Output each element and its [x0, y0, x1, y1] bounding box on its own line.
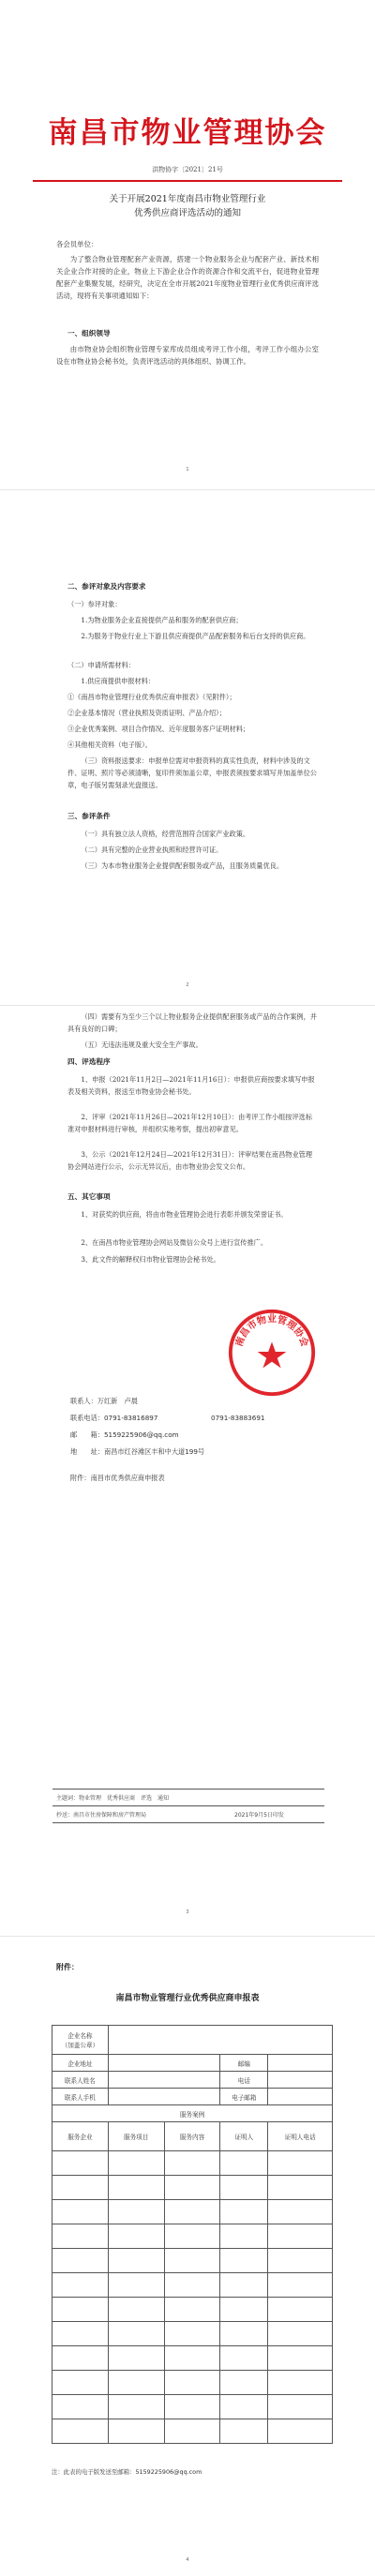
- cell[interactable]: [52, 2346, 109, 2371]
- cell[interactable]: [52, 2322, 109, 2346]
- field-contact[interactable]: [108, 2072, 220, 2089]
- cell[interactable]: [52, 2200, 109, 2224]
- cell[interactable]: [52, 2176, 109, 2200]
- other-3: 3、此文件的解释权归市物业管理协会秘书处。: [81, 1255, 220, 1264]
- condition-4: （四）需要有为至少三个以上物业服务企业提供配套服务或产品的合作案例，并具有良好的口碑；: [68, 1012, 317, 1033]
- cell[interactable]: [268, 2273, 333, 2298]
- label-address: 企业地址: [52, 2055, 109, 2072]
- procedure-2: 2、评审（2021年11月26日—2021年12月10日）：由考评工作小组按评选标准对申报材料进行审核，并组织实地考察，提出初审意见。: [68, 1113, 313, 1133]
- sub-1-item-2: 2.为服务于物业行业上下游且供应商提供产品配套服务和后台支持的供应商。: [81, 632, 310, 640]
- material-1: ①《南昌市物业管理行业优秀供应商申报表》（见附件）；: [68, 693, 236, 701]
- cell[interactable]: [220, 2200, 268, 2224]
- cell[interactable]: [268, 2322, 333, 2346]
- notice-title: [0, 192, 375, 220]
- page-number-2: 2: [186, 982, 189, 988]
- footer-rule: [52, 1822, 324, 1823]
- cell[interactable]: [220, 2249, 268, 2273]
- cell[interactable]: [268, 2176, 333, 2200]
- section-1-body: 由市物业协会组织物业管理专家库成员组成考评工作小组，考评工作小组办公室设在市物业协会秘书处，负责评选活动的具体组织、协调工作。: [56, 345, 319, 366]
- intro-paragraph: 为了整合物业管理配套产业资源，搭建一个物业服务企业与配套产业、新技术相关企业合作对接的企业，物业上下游企业合作的资源合作和交流平台，促进物业管理配套产业集聚发展，经研究，决定在全市开展2021年度物业管理行业优秀供应商评选活动，现将有关事项通知如下：: [56, 255, 319, 300]
- col-header-witness: 证明人: [220, 2122, 268, 2151]
- field-mobile[interactable]: [108, 2089, 220, 2105]
- cell[interactable]: [108, 2249, 164, 2273]
- cell[interactable]: [164, 2346, 220, 2371]
- label-email: 电子邮箱: [220, 2089, 268, 2105]
- cell[interactable]: [220, 2224, 268, 2249]
- footer-rule: [52, 1789, 324, 1790]
- sub-2-item-1: 1.供应商提供申报材料：: [81, 677, 156, 685]
- cell[interactable]: [268, 2151, 333, 2176]
- attachment-label: 附件：: [56, 1962, 79, 1971]
- cell[interactable]: [164, 2200, 220, 2224]
- notice-title-line-2: 优秀供应商评选活动的通知: [133, 208, 241, 218]
- table-row: [52, 2419, 333, 2444]
- table-row: [52, 2151, 333, 2176]
- cell[interactable]: [108, 2176, 164, 2200]
- sub-1: （一）参评对象：: [68, 600, 122, 608]
- cell[interactable]: [164, 2224, 220, 2249]
- contact-email: 邮 箱：5159225906@qq.com: [70, 1430, 179, 1439]
- form-note: 注：此表的电子版发送至邮箱：5159225906@qq.com: [52, 2468, 202, 2476]
- cell[interactable]: [108, 2298, 164, 2322]
- table-header-row: [52, 2122, 333, 2151]
- table-row: [52, 2346, 333, 2371]
- cell[interactable]: [52, 2395, 109, 2419]
- page-separator: [0, 489, 375, 490]
- contact-phone: 联系电话：0791-83816897: [70, 1414, 158, 1422]
- cell[interactable]: [52, 2224, 109, 2249]
- col-header-project: 服务项目: [108, 2122, 164, 2151]
- cell[interactable]: [220, 2371, 268, 2395]
- cell[interactable]: [108, 2371, 164, 2395]
- seal-text: 南昌市物业管理协会: [233, 1314, 310, 1348]
- cell[interactable]: [268, 2419, 333, 2444]
- cell[interactable]: [220, 2298, 268, 2322]
- procedure-1: 1、申报（2021年11月2日—2021年11月16日）：申报供应商按要求填写申报表及相关资料，报送至市物业协会秘书处。: [68, 1075, 315, 1096]
- cell[interactable]: [164, 2322, 220, 2346]
- page-1: [0, 0, 375, 487]
- cell[interactable]: [220, 2273, 268, 2298]
- page-2: [0, 492, 375, 1003]
- table-row: [52, 2371, 333, 2395]
- other-2: 2、在南昌市物业管理协会网站及微信公众号上进行宣传推广。: [81, 1238, 268, 1247]
- contact-person: 联系人：万红新 卢晨: [70, 1397, 138, 1405]
- footer-date: 2021年9月5日印发: [234, 1812, 284, 1819]
- footer-rule: [52, 1805, 324, 1806]
- table-row: [52, 2026, 333, 2055]
- cell[interactable]: [52, 2273, 109, 2298]
- table-row: [52, 2055, 333, 2072]
- field-email[interactable]: [268, 2089, 333, 2105]
- field-address[interactable]: [108, 2055, 220, 2072]
- notice-title-line-1: 关于开展2021年度南昌市物业管理行业: [109, 194, 266, 204]
- cell[interactable]: [108, 2273, 164, 2298]
- field-company[interactable]: [108, 2026, 332, 2055]
- application-form-table: [52, 2025, 333, 2444]
- procedure-3: 3、公示（2021年12月24日—2021年12月31日）：评审结果在南昌物业管理协会网站进行公示，公示无异议后，由市物业协会发文公布。: [68, 1150, 313, 1171]
- footer-topic: 主题词：物业管理 优秀供应商 评选 通知: [56, 1795, 170, 1802]
- section-1-heading: 一、组织领导: [68, 329, 111, 337]
- table-row: [52, 2224, 333, 2249]
- section-4-heading: 四、评选程序: [68, 1057, 111, 1066]
- section-3-heading: 三、参评条件: [68, 812, 111, 820]
- contact-address: 地 址：南昌市红谷滩区丰和中大道199号: [70, 1447, 205, 1456]
- cell[interactable]: [164, 2419, 220, 2444]
- condition-3: （三）为本市物业服务企业提供配套服务或产品，且服务质量优良。: [81, 861, 284, 870]
- cell[interactable]: [164, 2395, 220, 2419]
- table-row: [52, 2322, 333, 2346]
- condition-5: （五）无违法违规及重大安全生产事故。: [81, 1041, 202, 1049]
- field-postcode[interactable]: [268, 2055, 333, 2072]
- salutation: 各会员单位：: [56, 240, 98, 248]
- red-divider: [33, 180, 342, 182]
- cell[interactable]: [164, 2249, 220, 2273]
- cell[interactable]: [220, 2419, 268, 2444]
- attachment-line: 附件：南昌市优秀供应商申报表: [70, 1474, 165, 1482]
- label-mobile: 联系人手机: [52, 2089, 109, 2105]
- cell[interactable]: [220, 2322, 268, 2346]
- condition-2: （二）具有完整的企业营业执照和经营许可证。: [81, 846, 223, 854]
- table-row: [52, 2176, 333, 2200]
- cell[interactable]: [220, 2395, 268, 2419]
- other-1: 1、对获奖的供应商，将由市物业管理协会进行表彰并颁发荣誉证书。: [81, 1210, 288, 1219]
- section-2-heading: 二、参评对象及内容要求: [68, 582, 146, 591]
- form-title: 南昌市物业管理行业优秀供应商申报表: [115, 1994, 260, 2003]
- material-2: ②企业基本情况（营业执照及资质证明、产品介绍）；: [68, 709, 226, 717]
- cell[interactable]: [268, 2298, 333, 2322]
- sub-1-item-1: 1.为物业服务企业直接提供产品和服务的配套供应商；: [81, 616, 243, 624]
- material-4: ④其他相关资料（电子版）。: [68, 741, 152, 749]
- section-5-heading: 五、其它事项: [68, 1192, 111, 1201]
- cell[interactable]: [220, 2151, 268, 2176]
- official-seal: [227, 1308, 317, 1398]
- cell[interactable]: [268, 2224, 333, 2249]
- cell[interactable]: [220, 2346, 268, 2371]
- cell[interactable]: [164, 2151, 220, 2176]
- table-row: [52, 2089, 333, 2105]
- cell[interactable]: [164, 2371, 220, 2395]
- cell[interactable]: [164, 2298, 220, 2322]
- page-separator: [0, 1936, 375, 1937]
- table-row: [52, 2298, 333, 2322]
- cell[interactable]: [108, 2322, 164, 2346]
- material-3: ③企业优秀案例、项目合作情况、近年度服务客户证明材料；: [68, 725, 250, 733]
- document-number: 洪物协字〔2021〕21号: [152, 166, 223, 173]
- cell[interactable]: [164, 2176, 220, 2200]
- page-separator: [0, 1005, 375, 1006]
- page-number-3: 3: [186, 1910, 189, 1915]
- material-note: （三）资料报送要求：申报单位需对申报资料的真实性负责，材料中涉及的文件、证明、照片等必须清晰，复印件须加盖公章，申报表须按要求填写并加盖单位公章，电子版另需刻录光盘报送。: [68, 756, 317, 789]
- cell[interactable]: [52, 2249, 109, 2273]
- contact-phone-2: 0791-83883691: [211, 1414, 265, 1422]
- cell[interactable]: [268, 2200, 333, 2224]
- cell[interactable]: [268, 2346, 333, 2371]
- page-number-4: 4: [186, 2557, 189, 2563]
- cell[interactable]: [268, 2249, 333, 2273]
- table-row: [52, 2105, 333, 2122]
- cell[interactable]: [220, 2176, 268, 2200]
- label-contact: 联系人姓名: [52, 2072, 109, 2089]
- col-header-company: 服务企业: [52, 2122, 109, 2151]
- table-row: [52, 2072, 333, 2089]
- cell[interactable]: [52, 2298, 109, 2322]
- condition-1: （一）具有独立法人资格，经营范围符合国家产业政策。: [81, 830, 250, 838]
- label-cases: 服务案例: [52, 2105, 333, 2122]
- cell[interactable]: [52, 2371, 109, 2395]
- cell[interactable]: [268, 2395, 333, 2419]
- cell[interactable]: [268, 2371, 333, 2395]
- cell[interactable]: [108, 2224, 164, 2249]
- sub-2: （二）申请所需材料：: [68, 661, 135, 669]
- col-header-content: 服务内容: [164, 2122, 220, 2151]
- field-phone[interactable]: [268, 2072, 333, 2089]
- col-header-witness-phone: 证明人电话: [268, 2122, 333, 2151]
- cell[interactable]: [52, 2419, 109, 2444]
- page-number-1: 1: [186, 467, 189, 472]
- cell[interactable]: [108, 2200, 164, 2224]
- label-postcode: 邮编: [220, 2055, 268, 2072]
- label-phone: 电话: [220, 2072, 268, 2089]
- cell[interactable]: [108, 2151, 164, 2176]
- table-row: [52, 2200, 333, 2224]
- cell[interactable]: [108, 2395, 164, 2419]
- cell[interactable]: [108, 2419, 164, 2444]
- cell[interactable]: [52, 2151, 109, 2176]
- table-row: [52, 2249, 333, 2273]
- footer-sender: 抄送：南昌市住房保障和房产管理局: [56, 1812, 147, 1819]
- label-company: 企业名称 （加盖公章）: [52, 2026, 109, 2055]
- cell[interactable]: [108, 2346, 164, 2371]
- association-red-title: 南昌市物业管理协会: [48, 116, 327, 150]
- cell[interactable]: [164, 2273, 220, 2298]
- table-row: [52, 2395, 333, 2419]
- table-row: [52, 2273, 333, 2298]
- page-3: [0, 1008, 375, 1931]
